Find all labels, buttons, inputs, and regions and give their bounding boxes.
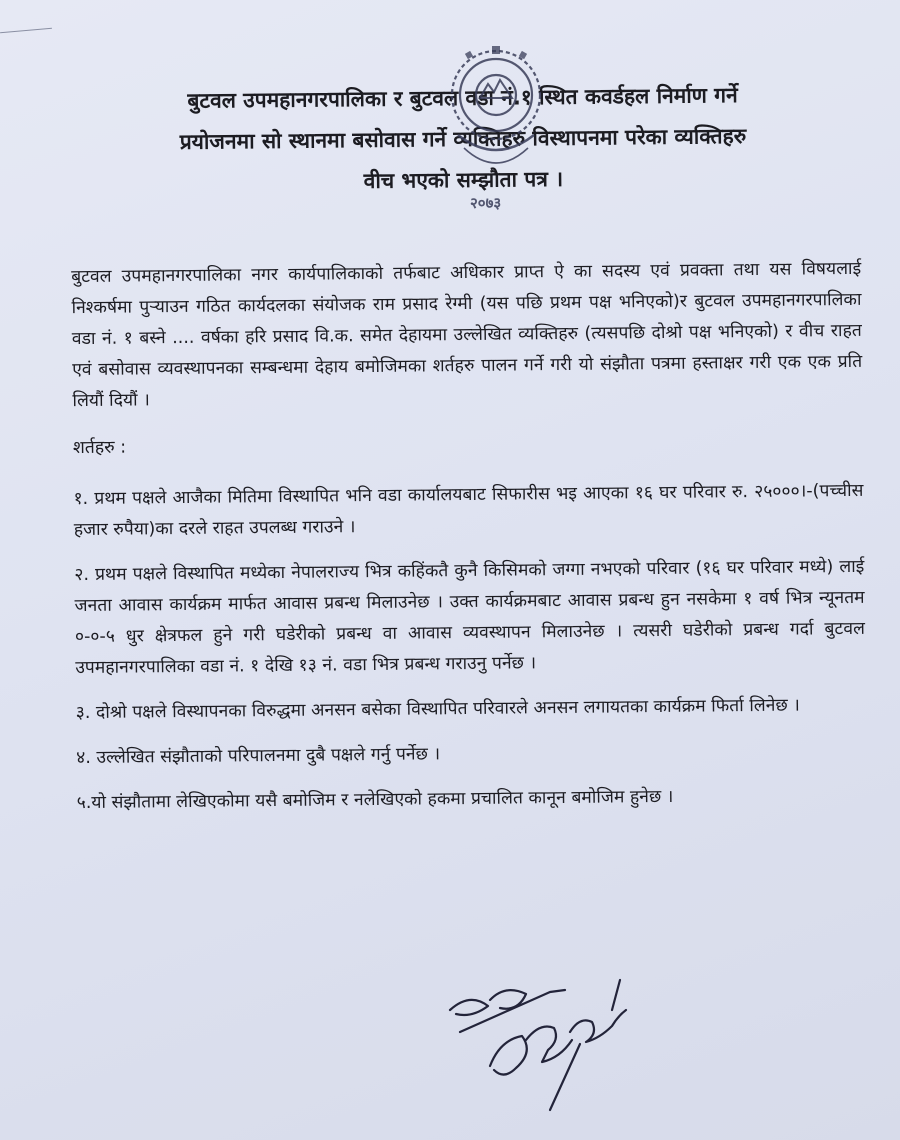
municipal-seal-icon: [436, 40, 556, 215]
page-edge-line: [0, 28, 52, 34]
condition-item-3: ३. दोश्रो पक्षले विस्थापनका विरुद्धमा अनसन बसेका विस्थापित परिवारले अनसन लगायतका कार्यक्रम फिर्ता लिनेछ ।: [75, 695, 800, 724]
title-line-3: वीच भएको सम्झौता पत्र ।: [363, 166, 564, 194]
stamp-year: २०७३: [470, 194, 502, 212]
condition-item-4: ४. उल्लेखित संझौताको परिपालनमा दुबै पक्षले गर्नु पर्नेछ ।: [76, 744, 441, 769]
document-body: [71, 254, 867, 833]
condition-item-2: २. प्रथम पक्षले विस्थापित मध्येका नेपालराज्य भित्र कहिंकतै कुनै किसिमको जग्गा नभएको परिवार (१६ घर परिवार मध्ये) लाई जनता आवास कार्यक्रम मार्फत आवास प्रबन्ध मिलाउनेछ । उक्त कार्यक्रमबाट आवास प्रबन्ध हुन नसकेमा १ वर्ष भित्र न्यूनतम ०-०-५ धुर क्षेत्रफल हुने गरी घडेरीको प्रबन्ध वा आवास व्यवस्थापन मिलाउनेछ । त्यसरी घडेरीको प्रबन्ध गर्दा बुटवल उपमहानगरपालिका वडा नं. १ देखि १३ नं. वडा भित्र प्रबन्ध गराउनु पर्नेछ ।: [74, 556, 866, 679]
condition-item-1: १. प्रथम पक्षले आजैका मितिमा विस्थापित भनि वडा कार्यालयबाट सिफारीस भइ आएका १६ घर परिवार रु. २५०००।-(पच्चीस हजार रुपैया)का दरले राहत उपलब्ध गराउने ।: [73, 480, 864, 541]
condition-item-5: ५.यो संझौतामा लेखिएकोमा यसै बमोजिम र नलेखिएको हकमा प्रचालित कानून बमोजिम हुनेछ ।: [76, 786, 674, 814]
title-line-1: बुटवल उपमहानगरपालिका र बुटवल वडा नं.१ स्थित कवर्डहल निर्माण गर्ने: [187, 83, 738, 113]
intro-paragraph: बुटवल उपमहानगरपालिका नगर कार्यपालिकाको तर्फबाट अधिकार प्राप्त ऐ का सदस्य एवं प्रवक्ता तथा यस विषयलाई निश्कर्षमा पुऱ्याउन गठित कार्यदलका संयोजक राम प्रसाद रेग्मी (यस पछि प्रथम पक्ष भनिएको)र बुटवल उपमहानगरपालिका वडा नं. १ बस्ने .... वर्षका हरि प्रसाद वि.क. समेत देहायमा उल्लेखित व्यक्तिहरु (त्यसपछि दोश्रो पक्ष भनिएको) र वीच राहत एवं बसोवास व्यवस्थापनका सम्बन्धमा देहाय बमोजिमका शर्तहरु पालन गर्ने गरी यो संझौता पत्रमा हस्ताक्षर गरी एक एक प्रति लियौं दियौं ।: [71, 258, 863, 412]
title-line-2: प्रयोजनमा सो स्थानमा बसोवास गर्ने व्यक्तिहरु विस्थापनमा परेका व्यक्तिहरु: [179, 124, 747, 154]
conditions-heading: शर्तहरु :: [72, 437, 127, 459]
signature-icon: [430, 970, 650, 1120]
